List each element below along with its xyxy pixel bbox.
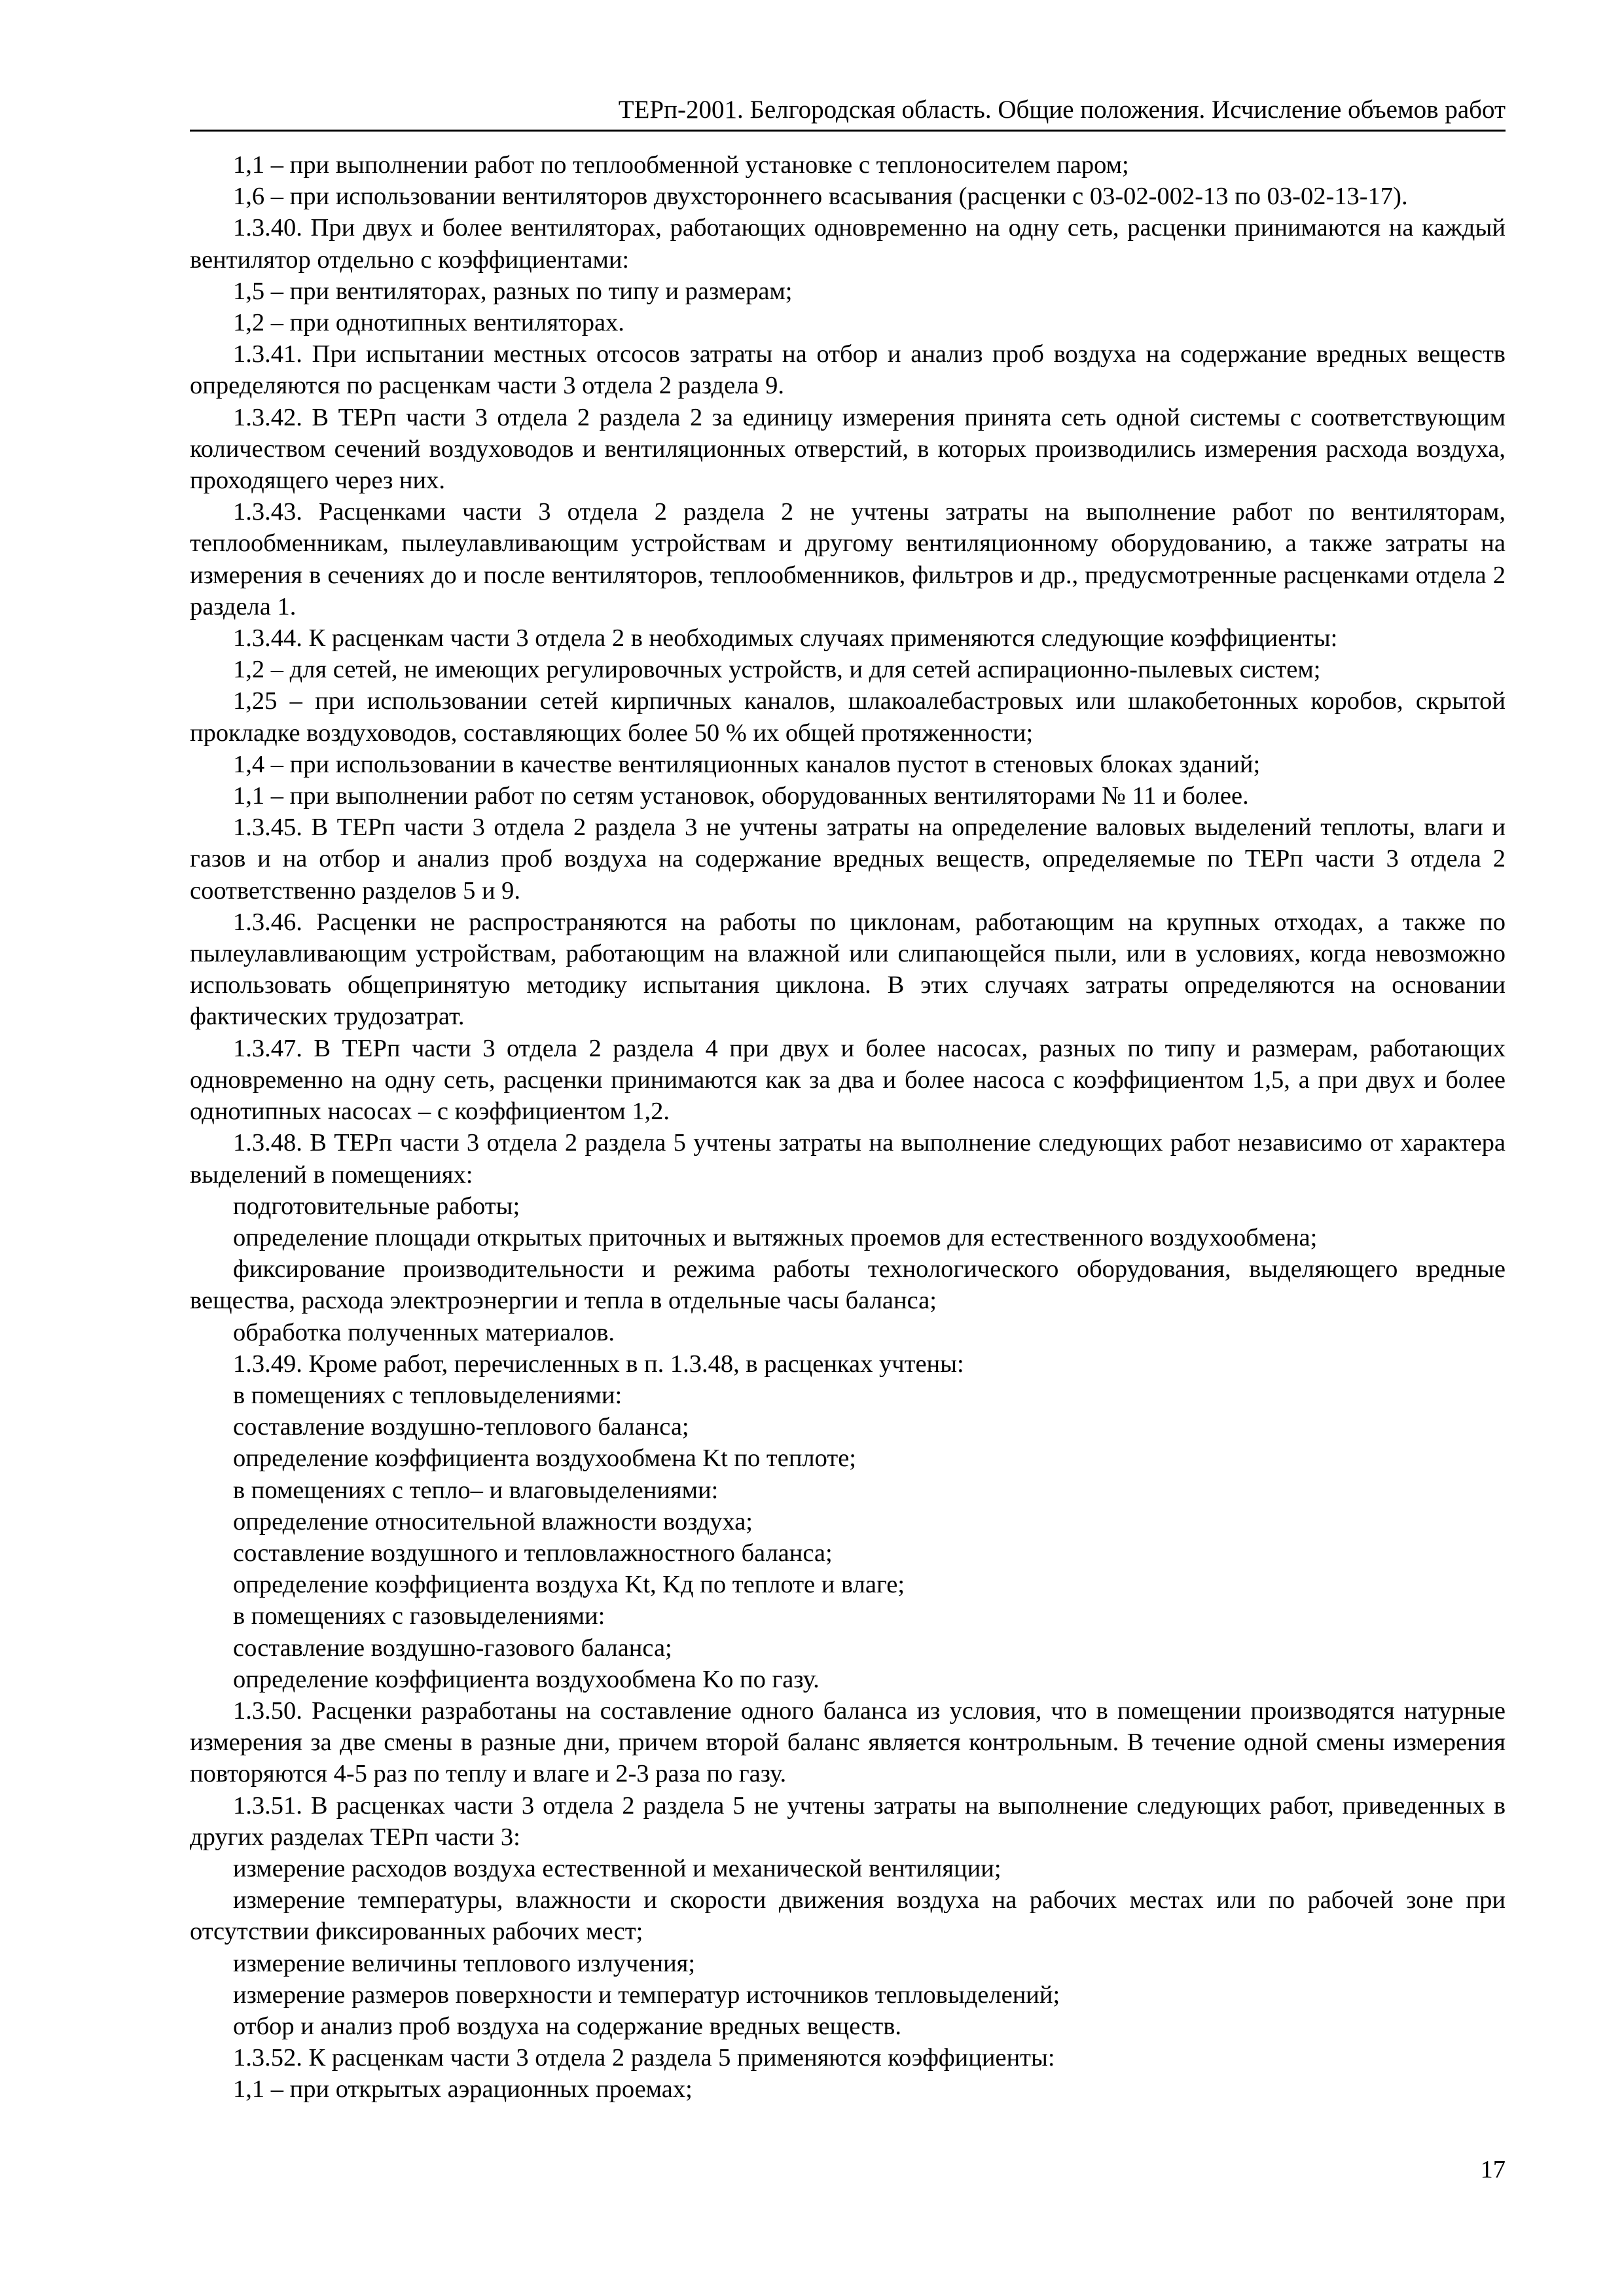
- paragraph: фиксирование производительности и режима работы технологического оборудования, выделяющего вредные вещества, расхода электроэнергии и тепла в отдельные часы баланса;: [190, 1255, 1506, 1315]
- paragraph: 1.3.42. В ТЕРп части 3 отдела 2 раздела 2 за единицу измерения принята сеть одной системы с соответствующим количеством сечений воздуховодов и вентиляционных отверстий, в которых производились измерения расхода воздуха, проходящего через них.: [190, 403, 1506, 495]
- paragraph: 1,1 – при выполнении работ по теплообменной установке с теплоносителем паром;: [233, 151, 1129, 179]
- running-header: ТЕРп-2001. Белгородская область. Общие положения. Исчисление объемов работ: [618, 96, 1506, 124]
- paragraph: 1,5 – при вентиляторах, разных по типу и размерам;: [233, 277, 793, 305]
- paragraph: 1.3.51. В расценках части 3 отдела 2 раздела 5 не учтены затраты на выполнение следующих работ, приведенных в других разделах ТЕРп части 3:: [190, 1791, 1506, 1851]
- paragraph: обработка полученных материалов.: [233, 1318, 615, 1346]
- paragraph: определение коэффициента воздуха Kt, Kд по теплоте и влаге;: [233, 1571, 905, 1599]
- paragraph: в помещениях с газовыделениями:: [233, 1602, 605, 1630]
- paragraph: измерение величины теплового излучения;: [233, 1949, 696, 1977]
- paragraph: 1.3.49. Кроме работ, перечисленных в п. 1.3.48, в расценках учтены:: [233, 1350, 964, 1378]
- paragraph: 1,25 – при использовании сетей кирпичных каналов, шлакоалебастровых или шлакобетонных коробов, скрытой прокладке воздуховодов, составляющих более 50 % их общей протяженности;: [190, 687, 1506, 747]
- paragraph: составление воздушного и тепловлажностного баланса;: [233, 1539, 833, 1567]
- paragraph: 1.3.46. Расценки не распространяются на работы по циклонам, работающим на крупных отходах, а также по пылеулавливающим устройствам, работающим на влажной или слипающейся пыли, или в условиях, когда невозможно использовать общепринятую методику испытания циклона. В этих случаях затраты определяются на основании фактических трудозатрат.: [190, 908, 1506, 1031]
- paragraph: составление воздушно-теплового баланса;: [233, 1413, 689, 1441]
- paragraph: 1,6 – при использовании вентиляторов двухстороннего всасывания (расценки с 03-02-002-13 по 03-02-13-17).: [233, 183, 1408, 211]
- paragraph: определение коэффициента воздухообмена Kо по газу.: [233, 1665, 820, 1693]
- paragraph: 1.3.45. В ТЕРп части 3 отдела 2 раздела 3 не учтены затраты на определение валовых выделений теплоты, влаги и газов и на отбор и анализ проб воздуха на содержание вредных веществ, определяемые по ТЕРп части 3 отдела 2 соответственно разделов 5 и 9.: [190, 814, 1506, 905]
- paragraph: 1.3.43. Расценками части 3 отдела 2 раздела 2 не учтены затраты на выполнение работ по вентиляторам, теплообменникам, пылеулавливающим устройствам и другому вентиляционному оборудованию, а также затраты на измерения в сечениях до и после вентиляторов, теплообменников, фильтров и др., предусмотренные расценками отдела 2 раздела 1.: [190, 498, 1506, 620]
- paragraph: определение коэффициента воздухообмена Kt по теплоте;: [233, 1444, 856, 1473]
- paragraph: 1.3.40. При двух и более вентиляторах, работающих одновременно на одну сеть, расценки принимаются на каждый вентилятор отдельно с коэффициентами:: [190, 214, 1506, 274]
- paragraph: измерение размеров поверхности и температур источников тепловыделений;: [233, 1981, 1060, 2009]
- paragraph: в помещениях с тепло– и влаговыделениями:: [233, 1476, 719, 1504]
- paragraph: измерение температуры, влажности и скорости движения воздуха на рабочих местах или по рабочей зоне при отсутствии фиксированных рабочих мест;: [190, 1886, 1506, 1946]
- paragraph: отбор и анализ проб воздуха на содержание вредных веществ.: [233, 2012, 902, 2040]
- paragraph: 1,1 – при открытых аэрационных проемах;: [233, 2075, 693, 2104]
- paragraph: 1.3.48. В ТЕРп части 3 отдела 2 раздела 5 учтены затраты на выполнение следующих работ независимо от характера выделений в помещениях:: [190, 1129, 1506, 1189]
- paragraph: определение площади открытых приточных и вытяжных проемов для естественного воздухообмена;: [233, 1223, 1318, 1251]
- paragraph: 1,2 – для сетей, не имеющих регулировочных устройств, и для сетей аспирационно-пылевых систем;: [233, 656, 1321, 684]
- header-divider: [190, 130, 1506, 132]
- paragraph: 1.3.52. К расценкам части 3 отдела 2 раздела 5 применяются коэффициенты:: [233, 2044, 1055, 2072]
- body-text: [190, 149, 1506, 2106]
- page-number: 17: [1480, 2156, 1506, 2183]
- paragraph: 1.3.47. В ТЕРп части 3 отдела 2 раздела 4 при двух и более насосах, разных по типу и размерам, работающих одновременно на одну сеть, расценки принимаются как за два и более насоса с коэффициентом 1,5, а при двух и более однотипных насосах – с коэффициентом 1,2.: [190, 1034, 1506, 1126]
- paragraph: 1,4 – при использовании в качестве вентиляционных каналов пустот в стеновых блоках зданий;: [233, 750, 1261, 778]
- paragraph: 1,2 – при однотипных вентиляторах.: [233, 309, 624, 337]
- paragraph: 1.3.50. Расценки разработаны на составление одного баланса из условия, что в помещении производятся натурные измерения за две смены в разные дни, причем второй баланс является контрольным. В течение одной смены измерения повторяются 4-5 раз по теплу и влаге и 2-3 раза по газу.: [190, 1696, 1506, 1788]
- paragraph: измерение расходов воздуха естественной и механической вентиляции;: [233, 1854, 1001, 1882]
- paragraph: 1.3.44. К расценкам части 3 отдела 2 в необходимых случаях применяются следующие коэффициенты:: [233, 624, 1338, 653]
- paragraph: 1,1 – при выполнении работ по сетям установок, оборудованных вентиляторами № 11 и более.: [233, 782, 1249, 810]
- paragraph: определение относительной влажности воздуха;: [233, 1507, 753, 1535]
- paragraph: 1.3.41. При испытании местных отсосов затраты на отбор и анализ проб воздуха на содержание вредных веществ определяются по расценкам части 3 отдела 2 раздела 9.: [190, 340, 1506, 400]
- paragraph: составление воздушно-газового баланса;: [233, 1634, 672, 1662]
- paragraph: в помещениях с тепловыделениями:: [233, 1381, 623, 1409]
- paragraph: подготовительные работы;: [233, 1192, 520, 1220]
